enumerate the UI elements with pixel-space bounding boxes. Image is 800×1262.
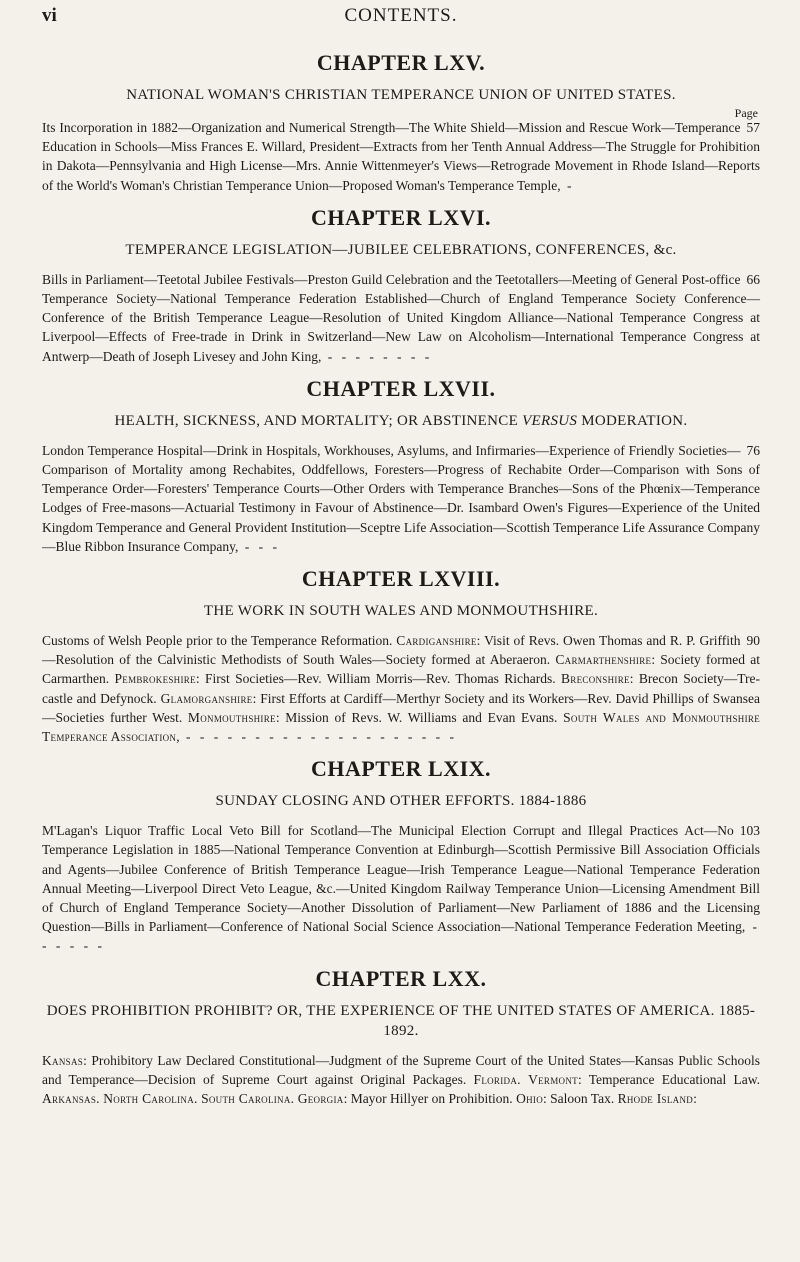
county-heading: Florida. (473, 1071, 521, 1087)
running-head (42, 0, 760, 40)
chapter-subtitle: THE WORK IN SOUTH WALES AND MONMOUTHSHIRE. (203, 603, 599, 620)
page-folio: vi (42, 5, 57, 26)
dot-leader: - (560, 177, 575, 193)
county-heading: Carmarthenshire (555, 652, 652, 668)
page-number: 103 (739, 823, 760, 839)
summary-text: : (693, 1091, 697, 1107)
running-title: CONTENTS. (344, 5, 458, 26)
county-heading: Breconshire (560, 671, 630, 687)
summary-text: : First Societies—Rev. William Morris—Rev. Thomas Richards. (195, 671, 561, 687)
chapter-lxvii (42, 376, 760, 556)
county-heading: Glamorganshire (160, 690, 253, 706)
chapter-title: CHAPTER LXIX. (310, 756, 492, 782)
county-heading: Georgia (297, 1091, 344, 1107)
chapter-lxviii (42, 566, 760, 746)
dot-leader: - - - - - - (42, 919, 761, 954)
county-heading: Rhode Island (617, 1091, 694, 1107)
summary-text: : Society formed at Carmarthen. (42, 652, 760, 687)
summary-text: : Brecon Society—Tre-castle and Defynock. (42, 671, 761, 706)
summary-text: Customs of Welsh People prior to the Temperance Reformation. (42, 633, 397, 649)
dot-leader: - - - (238, 538, 280, 554)
county-heading: South Wales and Monmouthshire Temperance Association (42, 709, 760, 745)
county-heading: South Carolina. (201, 1091, 295, 1107)
chapter-title: CHAPTER LXVI. (310, 204, 492, 230)
county-heading: North Carolina. (103, 1091, 198, 1107)
county-heading: Ohio (516, 1091, 544, 1107)
chapter-subtitle: NATIONAL WOMAN'S CHRISTIAN TEMPERANCE UNION OF UNITED STATES. (126, 87, 676, 103)
county-heading: Vermont (528, 1071, 578, 1087)
page-number: 90 (746, 633, 760, 649)
chapter-title: CHAPTER LXVIII. (301, 566, 501, 592)
chapter-summary: 103 M'Lagan's Liquor Traffic Local Veto Bill for Scotland—The Municipal Election Corrupt and Illegal Practices Act—No Temperance Legislation in 1885—National Temperance Convention at Edinburgh—Scottish Permissive Bill Association Officials and Agents—Jubilee Conference of British Temperance League—Irish Temperance League—National Temperance Federation Annual Meeting—Liverpool Direct Veto League, &c.—United Kingdom Railway Temperance Union—Licensing Amendment Bill of Church of England Temperance Society—Another Dissolution of Parliament—New Parliament of 1886 and the Licensing Question—Bills in Parliament—Conference of National Social Science Association—National Temperance Federation Meeting, - - - - - - (42, 823, 761, 954)
county-heading: Monmouthshire (187, 709, 276, 725)
chapter-title: CHAPTER LXX. (315, 965, 487, 991)
county-heading: Kansas (42, 1052, 84, 1068)
county-heading: Pembrokeshire (114, 671, 196, 687)
summary-text: : Mission of Revs. W. Williams and Evan Evans. (275, 709, 564, 725)
chapter-summary: 57 Its Incorporation in 1882—Organization and Numerical Strength—The White Shield—Mission and Rescue Work—Temperance Education in Schools—Miss Frances E. Willard, President—Extracts from her Tenth Annual Address—The Struggle for Prohibition in Dakota—Pennsylvania and High License—Mrs. Annie Wittenmeyer's Views—Retrograde Movement in Rhode Island—Reports of the World's Woman's Christian Temperance Union—Proposed Woman's Temperance Temple, - (42, 120, 760, 193)
summary-text: , (176, 729, 180, 745)
dot-leader: - - - - - - - - - - - - - - - - - - - - (179, 729, 458, 745)
chapter-summary (42, 631, 760, 746)
chapter-lxix (42, 756, 760, 955)
summary-text: : Mayor Hillyer on Prohibition. (343, 1091, 517, 1107)
chapter-summary (42, 1051, 760, 1109)
chapter-lxvi (42, 205, 760, 366)
summary-text (521, 1072, 528, 1087)
chapter-lxv (42, 50, 760, 195)
chapter-subtitle: DOES PROHIBITION PROHIBIT? OR, THE EXPERIENCE OF THE UNITED STATES OF AMERICA. 1885-1892. (46, 1002, 756, 1039)
summary-text: : Prohibitory Law Declared Constitutional—Judgment of the Supreme Court of the United States—Kansas Public Schools and Temperance—Decision of Supreme Court against Original Packages. (42, 1052, 760, 1087)
county-heading: Cardiganshire (396, 633, 477, 649)
chapter-summary: 66 Bills in Parliament—Teetotal Jubilee Festivals—Preston Guild Celebration and the Teetotallers—Meeting of General Post-office Temperance Society—National Temperance Federation Established—Church of England Temperance Society Conference—Conference of the British Temperance League—Resolution of United Kingdom Alliance—National Temperance Congress at Liverpool—Effects of Free-trade in Drink in Switzerland—New Law on Alcoholism—International Temperance Congress at Antwerp—Death of Joseph Livesey and John King, - - - - - - - - (42, 271, 760, 364)
summary-text: : Temperance Educational Law. (577, 1071, 760, 1087)
page-column-label: Page (734, 106, 758, 120)
chapter-subtitle: SUNDAY CLOSING AND OTHER EFFORTS. 1884-1886 (215, 793, 587, 810)
chapter-subtitle: HEALTH, SICKNESS, AND MORTALITY; OR ABSTINENCE VERSUS MODERATION. (114, 412, 688, 429)
dot-leader: - - - - - - - - (321, 348, 433, 364)
chapter-summary: 76 London Temperance Hospital—Drink in Hospitals, Workhouses, Asylums, and Infirmaries—Experience of Friendly Societies—Comparison of Mortality among Rechabites, Oddfellows, Foresters—Progress of Rechabite Order—Comparison with Sons of Temperance Order—Foresters' Temperance Courts—Other Orders with Temperance Branches—Sons of the Phœnix—Temperance Lodges of Free-masons—Actuarial Testimony in Favour of Abstinence—Dr. Isambard Owen's Figures—Experience of the United Kingdom Temperance and General Provident Institution—Sceptre Life Association—Scottish Temperance Life Assurance Company—Blue Ribbon Insurance Company, - - - (42, 442, 760, 554)
summary-text: : Saloon Tax. (543, 1091, 618, 1107)
summary-text: : Visit of Revs. Owen Thomas and R. P. Griffith—Resolution of the Calvinistic Methodists of South Wales—Society formed at Aberaeron. (42, 633, 741, 668)
page-number: 76 (746, 442, 760, 458)
chapter-title: CHAPTER LXV. (316, 50, 486, 75)
chapter-title: CHAPTER LXVII. (306, 375, 496, 401)
chapter-lxx (42, 966, 760, 1109)
summary-text: : First Efforts at Cardiff—Merthyr Society and its Workers—Rev. David Phillips of Swansea—Societies further West. (42, 690, 761, 725)
page-number: 66 (746, 271, 760, 287)
county-heading: Arkansas. (42, 1091, 100, 1107)
page-number: 57 (746, 120, 760, 135)
chapter-subtitle: TEMPERANCE LEGISLATION—JUBILEE CELEBRATIONS, CONFERENCES, &c. (125, 241, 677, 258)
